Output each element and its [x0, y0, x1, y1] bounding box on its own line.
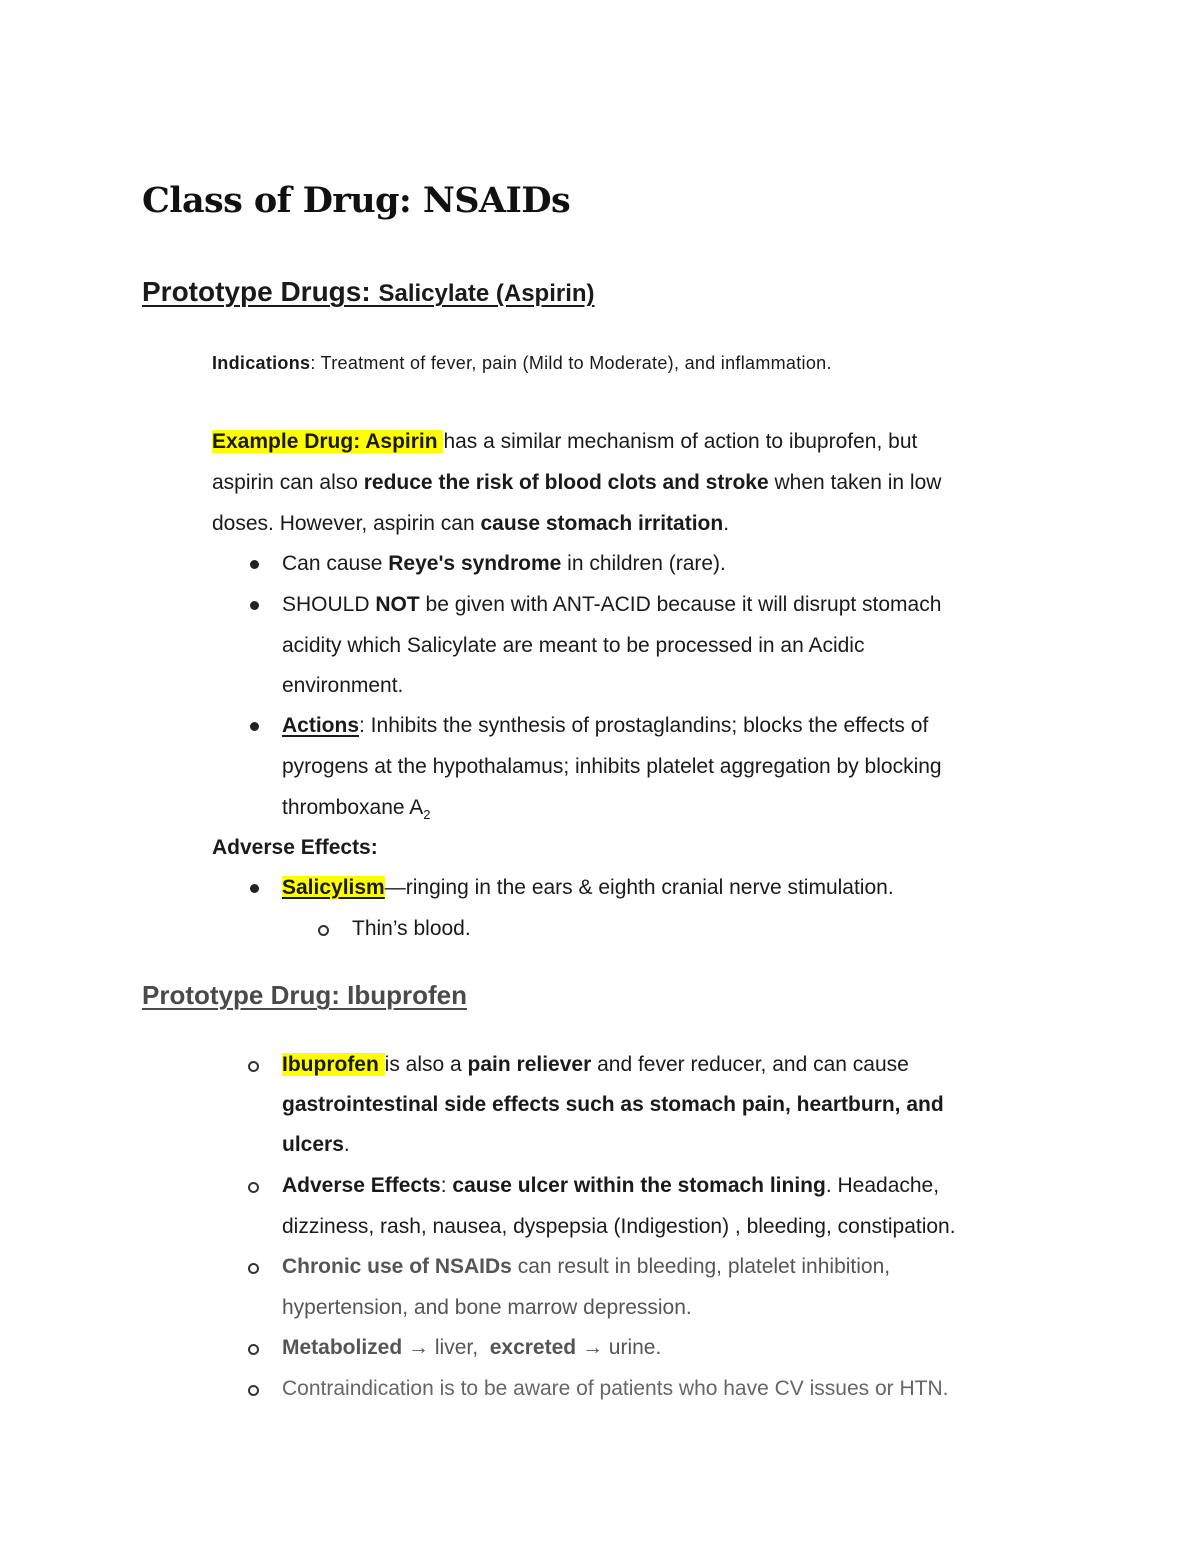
bullet-antacid-line3: environment. — [282, 674, 404, 697]
indications-text: : Treatment of fever, pain (Mild to Moderate), and inflammation. — [310, 353, 832, 373]
ibuprofen-label: Ibuprofen — [282, 1053, 385, 1076]
adverse-label: Adverse Effects: — [212, 836, 378, 859]
item-label: excreted — [489, 1336, 577, 1359]
section-heading-ibuprofen: Prototype Drug: Ibuprofen — [142, 980, 467, 1010]
salicylism-label: Salicylism — [282, 876, 385, 899]
ibuprofen-line2 — [282, 1085, 944, 1125]
ibuprofen-adverse-line1 — [282, 1166, 939, 1206]
bullet-text: in children (rare). — [561, 552, 726, 575]
adverse-thins-blood: Thin’s blood. — [352, 917, 471, 940]
item-label: Adverse Effects — [282, 1174, 441, 1197]
list-circle — [248, 1385, 259, 1396]
chronic-use-line1 — [282, 1247, 890, 1287]
bullet-dot — [250, 560, 259, 569]
item-text: is also a — [384, 1053, 468, 1076]
item-text: can result in bleeding, platelet inhibition, — [511, 1255, 891, 1278]
bullet-text: SHOULD — [282, 593, 376, 616]
bullet-emphasis: Reye's syndrome — [388, 552, 562, 575]
example-emphasis: cause stomach irritation — [480, 512, 724, 535]
bullet-text: : Inhibits the synthesis of prostaglandins; blocks the effects of — [359, 714, 929, 737]
bullet-actions-line2: pyrogens at the hypothalamus; inhibits platelet aggregation by blocking — [282, 755, 942, 778]
example-paragraph-line1 — [212, 422, 917, 462]
ibuprofen-line3 — [282, 1125, 350, 1165]
item-emphasis: cause ulcer within the stomach lining — [452, 1174, 826, 1197]
item-text: . — [343, 1133, 350, 1156]
example-drug-label: Example Drug: Aspirin — [212, 430, 444, 453]
chronic-use-line2: hypertension, and bone marrow depression. — [282, 1296, 692, 1319]
bullet-antacid-line2: acidity which Salicylate are meant to be processed in an Acidic — [282, 634, 865, 657]
actions-label: Actions — [282, 714, 360, 737]
example-emphasis: reduce the risk of blood clots and stroke — [363, 471, 769, 494]
item-emphasis: ulcers — [282, 1133, 344, 1156]
list-circle — [248, 1344, 259, 1355]
bullet-dot — [250, 601, 259, 610]
bullet-reyes — [282, 544, 726, 584]
bullet-emphasis: NOT — [375, 593, 420, 616]
ibuprofen-adverse-line2: dizziness, rash, nausea, dyspepsia (Indigestion) , bleeding, constipation. — [282, 1215, 956, 1238]
example-paragraph-line3 — [212, 504, 729, 544]
list-circle — [248, 1061, 259, 1072]
bullet-actions-line1 — [282, 706, 928, 746]
heading-prefix: Prototype Drugs: — [142, 276, 379, 307]
example-text: has a similar mechanism of action to ibuprofen, but — [443, 430, 918, 453]
ibuprofen-line1 — [282, 1045, 909, 1085]
adverse-effects-heading — [212, 828, 378, 868]
item-label: Metabolized — [282, 1336, 403, 1359]
item-emphasis: pain reliever — [467, 1053, 592, 1076]
bullet-dot — [250, 722, 259, 731]
sub-bullet-circle — [318, 925, 329, 936]
item-emphasis: gastrointestinal side effects such as stomach pain, heartburn, and — [282, 1093, 944, 1116]
example-paragraph-line2 — [212, 463, 941, 503]
item-text: : — [440, 1174, 453, 1197]
bullet-text: Can cause — [282, 552, 389, 575]
metabolism-line — [282, 1328, 661, 1368]
item-text: → urine. — [576, 1336, 662, 1359]
item-label: Chronic use of NSAIDs — [282, 1255, 512, 1278]
bullet-text: —ringing in the ears & eighth cranial nerve stimulation. — [384, 876, 894, 899]
bullet-antacid-line1 — [282, 585, 941, 625]
adverse-salicylism — [282, 868, 894, 908]
item-text: → liver, — [402, 1336, 490, 1359]
example-text: doses. However, aspirin can — [212, 512, 481, 535]
heading-drug: Salicylate (Aspirin) — [378, 280, 595, 307]
bullet-dot — [250, 884, 259, 893]
contraindication-line: Contraindication is to be aware of patients who have CV issues or HTN. — [282, 1377, 949, 1400]
indications-line — [212, 353, 832, 374]
subscript: 2 — [423, 807, 431, 822]
item-text: and fever reducer, and can cause — [591, 1053, 909, 1076]
example-text: . — [723, 512, 730, 535]
bullet-text: thromboxane A — [282, 796, 424, 819]
example-text: when taken in low — [768, 471, 942, 494]
item-text: . Headache, — [825, 1174, 940, 1197]
list-circle — [248, 1182, 259, 1193]
section-heading-salicylate — [142, 276, 595, 308]
page-title: Class of Drug: NSAIDs — [142, 180, 571, 221]
indications-label: Indications — [212, 353, 311, 373]
list-circle — [248, 1263, 259, 1274]
bullet-text: be given with ANT-ACID because it will disrupt stomach — [419, 593, 942, 616]
example-text: aspirin can also — [212, 471, 364, 494]
